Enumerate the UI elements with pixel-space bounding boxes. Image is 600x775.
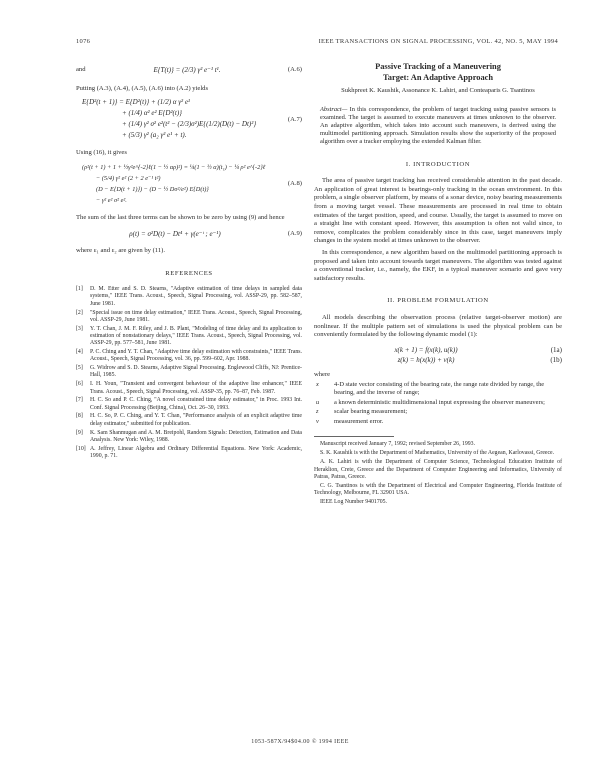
symbol-definitions bbox=[314, 381, 562, 426]
paragraph: Putting (A.3), (A.4), (A.5), (A.6) into (A.2) yields bbox=[76, 84, 209, 92]
equation-line: − γ² e² σ² e². bbox=[96, 196, 127, 204]
footnote-divider bbox=[314, 436, 394, 437]
equation-a8 bbox=[76, 162, 302, 206]
footnote: C. G. Tsantinos is with the Department of Electrical and Computer Engineering, Florida Institute of Technology, Melbourne, FL 32901 USA. bbox=[314, 483, 562, 497]
section-heading-problem-formulation: II. PROBLEM FORMULATION bbox=[387, 297, 489, 305]
paragraph: The sum of the last three terms can be shown to be zero by using (9) and hence bbox=[76, 213, 285, 221]
reference-item: [7] H. C. So and P. C. Ching, "A novel constrained time delay estimator," in Proc. 1993 Int. Conf. Signal Processing (Beijing, China), Oct. 26–30, 1993. bbox=[76, 397, 302, 411]
footnote: IEEE Log Number 9401705. bbox=[320, 499, 387, 506]
paragraph: In this correspondence, a new algorithm based on the multimodel partitioning approach is proposed and taken into account towards target maneuvers. The algorithm was tested against a conventional tracker, i.e., namely, the EKF, in a typical maneuver scenario and gave very satisfactory results. bbox=[314, 248, 562, 282]
equation-line: (D − E{D(t + 1)}) − (D − ½ Dσ²/e²) E{D(t)} bbox=[96, 185, 209, 193]
equation-body: E{T(t)} = (2/3) γ² e⁻¹ t¹. bbox=[153, 66, 221, 74]
reference-item: [9] K. Sam Shanmugan and A. M. Breipohl, Random Signals: Detection, Estimation and Data Analysis. New York: Wiley, 1988. bbox=[76, 429, 302, 443]
reference-list bbox=[76, 286, 302, 460]
reference-item: [1] D. M. Etter and S. D. Stearns, "Adaptive estimation of time delays in sampled data systems," IEEE Trans. Acoust., Speech, Signal Processing, vol. ASSP-29, pp. 582–587, June 1981. bbox=[76, 286, 302, 307]
equation-body: ρ(t) = σ²D(t) − Dt⁴ + γ(e⁻ᵗ ; e⁻¹) bbox=[129, 230, 221, 239]
abstract-label: Abstract— bbox=[320, 105, 348, 113]
reference-item: [6] I. H. Youn, "Transient and convergent behaviour of the adaptive line enhancer," IEEE Trans. Acoust., Speech, Signal Processing, vol. ASSP-35, pp. 76–87, Feb. 1987. bbox=[76, 381, 302, 395]
paragraph: All models describing the observation process (relative target-observer motion) are nonlinear. If the multiple pattern set of simulations is used the physical problem can be conveniently formulated by the following dynamic model (1): bbox=[314, 313, 562, 339]
equation-1b: z(k) = h(x(k)) + v(k) (1b) bbox=[397, 356, 562, 365]
reference-item: [3] Y. T. Chan, J. M. F. Riley, and J. B. Plant, "Modeling of time delay and its application to estimation of nonstationary delays," IEEE Trans. Acoust., Speech, Signal Processing, vol. ASSP-29, pp. 577–581, June 1981. bbox=[76, 325, 302, 347]
footnote: A. K. Lahiri is with the Department of Computer Science, Technological Education Institute of Heraklion, Crete, Greece and the Department of Computer Engineering and Informatics, University of Patras, Patras, Greece. bbox=[314, 459, 562, 480]
equation-a7 bbox=[76, 97, 302, 141]
copyright-footer: 1053-587X/94$04.00 © 1994 IEEE bbox=[251, 739, 349, 745]
equation-line: + (5/3) γ² (a₂ γ² e¹ + t). bbox=[122, 131, 187, 140]
equation-number: (A.8) bbox=[287, 180, 302, 188]
reference-item: [5] G. Widrow and S. D. Stearns, Adaptive Signal Processing. Englewood Cliffs, NJ: Prentice-Hall, 1985. bbox=[76, 365, 302, 379]
paper-title: Passive Tracking of a Maneuvering Target: An Adaptive Approach bbox=[375, 62, 501, 82]
reference-item: [2] "Special issue on time delay estimation," IEEE Trans. Acoust., Speech, Signal Processing, vol. ASSP-29, June 1981. bbox=[76, 309, 302, 323]
reference-item: [8] H. C. So, P. C. Ching, and Y. T. Chan, "Performance analysis of an explicit adaptive time delay estimator," submitted for publication. bbox=[76, 413, 302, 427]
paragraph: The area of passive target tracking has received considerable attention in the past decade. An application of great interest is bearings-only tracking in the ocean environment. In this problem, a single observer platform, by means of a sonar device, noisy bearing measurements from a moving target vessel. These measurements are processed in real time to obtain estimates of the target position, speed, and course. Usually, the target is assumed to move on a straight line with constant speed. However, this assumption is often not valid since, to remove, complicates the problem considerably since in this case, target maneuvers imply changes in the system model at times unknown to the observer. bbox=[314, 177, 562, 245]
reference-item: [10] A. Jeffrey, Linear Algebra and Ordinary Differential Equations. New York: Academic, 1990, p. 71. bbox=[76, 445, 302, 459]
equation-line: E{D²(t + 1)} = E{D²(t)} + (1/2) α γ² e¹ bbox=[82, 98, 191, 107]
left-column bbox=[76, 62, 302, 462]
equation-number: (A.6) bbox=[287, 66, 302, 73]
definition-item: v measurement error. bbox=[316, 417, 384, 425]
equation-number: (A.9) bbox=[287, 230, 302, 238]
footnote: S. K. Kaushik is with the Department of Mathematics, University of the Aegean, Karlovassi, Greece. bbox=[320, 450, 555, 457]
equation-a9 bbox=[76, 230, 302, 239]
reference-item: [4] P. C. Ching and Y. T. Chan, "Adaptive time delay estimation with constraints," IEEE Trans. Acoust., Speech, Signal Processing, vol. 36, pp. 599–602, Apr. 1988. bbox=[76, 349, 302, 363]
definition-item: x 4-D state vector consisting of the bearing rate, the range rate divided by range, the bearing, and the inverse of range; bbox=[316, 381, 545, 397]
paragraph: where ε₁ and ε₂ are given by (11). bbox=[76, 246, 165, 254]
page-number: 1076 bbox=[76, 38, 91, 45]
journal-running-head: IEEE TRANSACTIONS ON SIGNAL PROCESSING, VOL. 42, NO. 5, MAY 1994 bbox=[318, 38, 558, 45]
paper-authors: Sukhpreet K. Kaushik, Assonance K. Lahiri, and Conteaparis G. Tsantinos bbox=[341, 87, 535, 94]
footnote: Manuscript received January 7, 1992; revised September 26, 1993. bbox=[320, 440, 476, 447]
definition-item: u a known deterministic multidimensional input expressing the observer maneuvers; bbox=[316, 398, 545, 406]
and-word: and bbox=[76, 66, 86, 73]
equation-line: + (1/4) γ² σ² e²(t² − (2/3)σ²)E{(1/2)(D(t) − Dt)²} bbox=[122, 120, 257, 129]
section-heading-introduction: I. INTRODUCTION bbox=[405, 160, 471, 168]
definition-item: z scalar bearing measurement; bbox=[316, 408, 408, 416]
equation-1a: x(k + 1) = f(x(k), u(k)) (1a) bbox=[394, 345, 562, 354]
equation-line: (ρ²(t + 1) + 1 + ½γ²e^{-2}ℓ(1 − ½ αρ)²) = ¼(1 − ½ α)(t₁) − ¼ ρ² e^{-2}ℓ bbox=[82, 163, 266, 171]
equation-line: − (5/4) γ² e² (2 + 2 e⁻¹ t²) bbox=[96, 174, 161, 182]
where-label: where bbox=[314, 370, 331, 378]
footnotes bbox=[314, 441, 562, 507]
equation-line: + (1/4) α² e² E{D²(t)} bbox=[122, 109, 182, 118]
paragraph: Using (16), it gives bbox=[76, 149, 127, 157]
abstract bbox=[320, 106, 556, 147]
abstract-text: In this correspondence, the problem of target tracking using passive sensors is examined. The target is assumed to execute maneuvers at times unknown to the observer. An adaptive algorithm, which takes into account such maneuvers, is derived using the multimodel partitioning approach. Simulation results show the superiority of the proposed algorithm over a tracker employing the extended Kalman filter. bbox=[320, 105, 556, 146]
equation-a6 bbox=[76, 66, 302, 75]
right-column bbox=[314, 62, 562, 509]
equation-number: (A.7) bbox=[287, 115, 302, 123]
page-header bbox=[76, 38, 558, 52]
references-heading: REFERENCES bbox=[165, 269, 213, 277]
